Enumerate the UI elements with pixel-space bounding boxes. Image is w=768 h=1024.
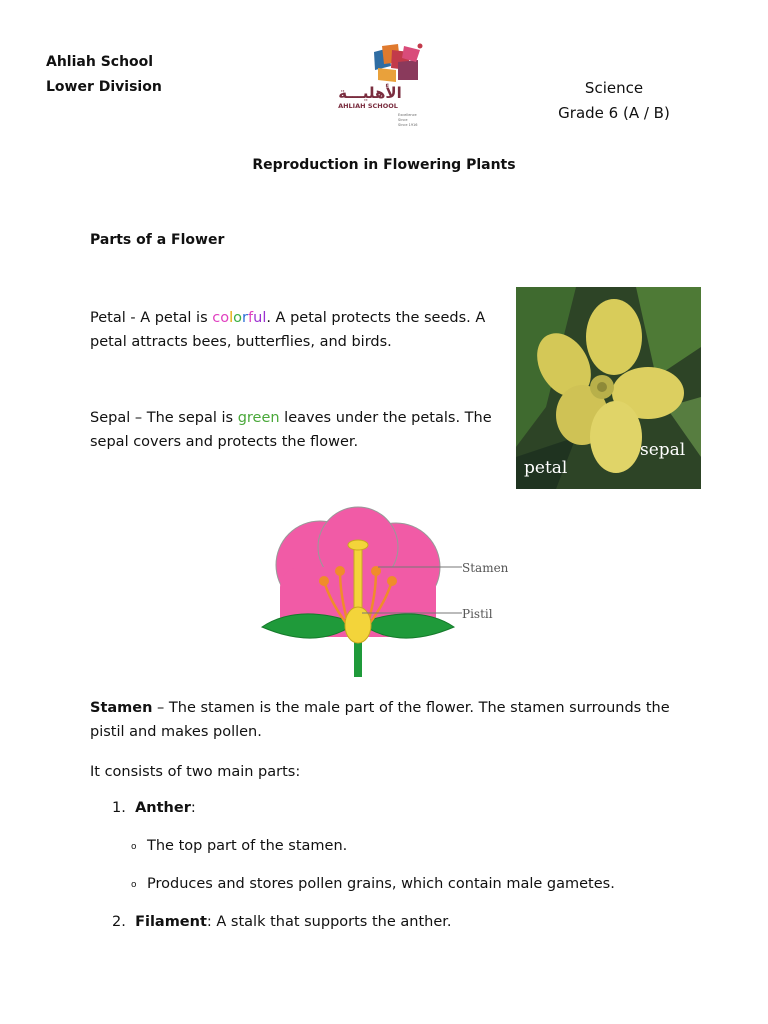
- logo-tagline-3: Since 1916: [398, 123, 418, 127]
- colorful-letter: o: [233, 310, 243, 326]
- filament-rest: : A stalk that supports the anther.: [206, 914, 452, 930]
- sepal-rest: leaves under the petals. The: [279, 410, 492, 426]
- diagram-label-pistil: Pistil: [462, 607, 493, 621]
- colorful-word: [212, 310, 266, 326]
- page-title: Reproduction in Flowering Plants: [252, 157, 516, 173]
- anther-term: Anther: [135, 800, 191, 816]
- list-number: 2.: [112, 914, 126, 930]
- petal-line2: petal attracts bees, butterflies, and birds.: [90, 334, 392, 350]
- school-name: Ahliah School: [46, 54, 154, 70]
- logo-books-icon: [374, 44, 423, 83]
- consists-line: It consists of two main parts:: [90, 764, 301, 780]
- stamen-term: Stamen: [90, 700, 153, 716]
- petal-rest: . A petal protects the seeds. A: [266, 310, 486, 326]
- sepal-lead: Sepal – The sepal is: [90, 410, 238, 426]
- logo-tagline-2: Since: [398, 118, 408, 122]
- logo-tagline-1: Excellence: [398, 113, 417, 117]
- list-number: 1.: [112, 800, 126, 816]
- sepal-line2: sepal covers and protects the flower.: [90, 434, 359, 450]
- bullet-glyph: o: [131, 880, 137, 890]
- green-word: green: [237, 410, 280, 426]
- colorful-letter: o: [220, 310, 230, 326]
- colorful-letter: c: [212, 310, 221, 326]
- photo-label-petal: petal: [524, 458, 568, 478]
- school-logo: [334, 40, 430, 130]
- list-item-anther: [112, 796, 196, 820]
- flower-diagram: [258, 505, 518, 683]
- photo-label-sepal: sepal: [640, 440, 686, 460]
- stamen-paragraph: [90, 696, 670, 744]
- bullet-item-2: Produces and stores pollen grains, which contain male gametes.: [147, 876, 615, 892]
- colorful-letter: f: [248, 310, 254, 326]
- colorful-letter: l: [229, 310, 234, 326]
- colorful-letter: u: [253, 310, 263, 326]
- colorful-letter: l: [262, 310, 267, 326]
- anther-colon: :: [190, 800, 196, 816]
- diagram-label-stamen: Stamen: [462, 561, 509, 575]
- colorful-letter: r: [242, 310, 248, 326]
- bullet-glyph: o: [131, 842, 137, 852]
- flower-photo: [516, 287, 701, 489]
- filament-term: Filament: [135, 914, 207, 930]
- stamen-line2: pistil and makes pollen.: [90, 724, 262, 740]
- section-heading: Parts of a Flower: [90, 232, 225, 248]
- logo-arabic-text: الأهليـــة: [338, 84, 402, 102]
- list-item-filament: [112, 910, 451, 934]
- petal-lead: Petal - A petal is: [90, 310, 213, 326]
- grade-label: Grade 6 (A / B): [558, 104, 670, 122]
- sepal-paragraph: [90, 406, 500, 454]
- subject-label: Science: [584, 79, 644, 97]
- stamen-line1: – The stamen is the male part of the flower. The stamen surrounds the: [152, 700, 670, 716]
- petal-paragraph: [90, 306, 500, 354]
- logo-english-text: AHLIAH SCHOOL: [338, 102, 398, 110]
- division-name: Lower Division: [46, 79, 162, 95]
- bullet-item-1: The top part of the stamen.: [147, 838, 348, 854]
